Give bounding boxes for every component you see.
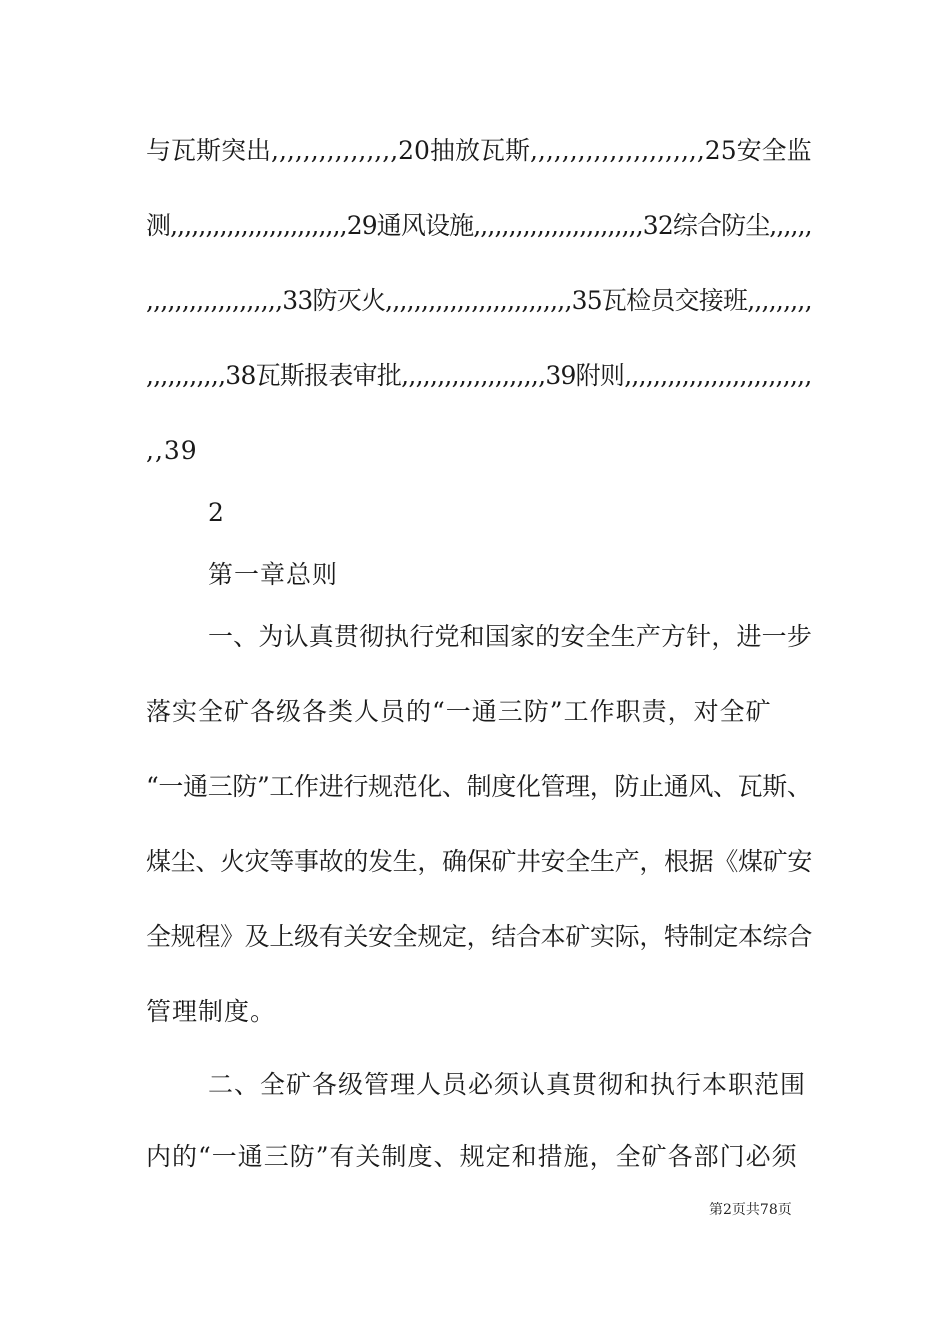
paragraph-line: 落实全矿各级各类人员的“一通三防”工作职责，对全矿	[146, 697, 772, 726]
toc-line: 测,,,,,,,,,,,,,,,,,,,,,,,,,29通风设施,,,,,,,,,,,,,,,,,,,,,,,,32综合防尘,,,,,,	[146, 211, 812, 240]
toc-line: ,,39	[146, 436, 198, 465]
toc-line: 与瓦斯突出,,,,,,,,,,,,,,,,20抽放瓦斯,,,,,,,,,,,,,,,,,,,,,,25安全监	[146, 136, 812, 165]
paragraph-line: 二、全矿各级管理人员必须认真贯彻和执行本职范围	[208, 1070, 807, 1099]
page-marker: 2	[208, 498, 225, 527]
toc-line: ,,,,,,,,,,,,,,,,,,,33防灭火,,,,,,,,,,,,,,,,,,,,,,,,,,35瓦检员交接班,,,,,,,,,	[146, 286, 812, 315]
toc-line: ,,,,,,,,,,,38瓦斯报表审批,,,,,,,,,,,,,,,,,,,,39附则,,,,,,,,,,,,,,,,,,,,,,,,,,	[146, 361, 812, 390]
chapter-title: 第一章总则	[208, 560, 339, 589]
paragraph-line: 煤尘、火灾等事故的发生，确保矿井安全生产，根据《煤矿安	[146, 847, 813, 876]
paragraph-line: 管理制度。	[146, 997, 277, 1026]
paragraph-line: 内的“一通三防”有关制度、规定和措施，全矿各部门必须	[146, 1142, 798, 1171]
paragraph-line: “一通三防”工作进行规范化、制度化管理，防止通风、瓦斯、	[146, 772, 812, 801]
paragraph-line: 一、为认真贯彻执行党和国家的安全生产方针，进一步	[208, 622, 813, 651]
paragraph-line: 全规程》及上级有关安全规定，结合本矿实际，特制定本综合	[146, 922, 813, 951]
page-number-footer: 第2页共78页	[709, 1202, 792, 1218]
